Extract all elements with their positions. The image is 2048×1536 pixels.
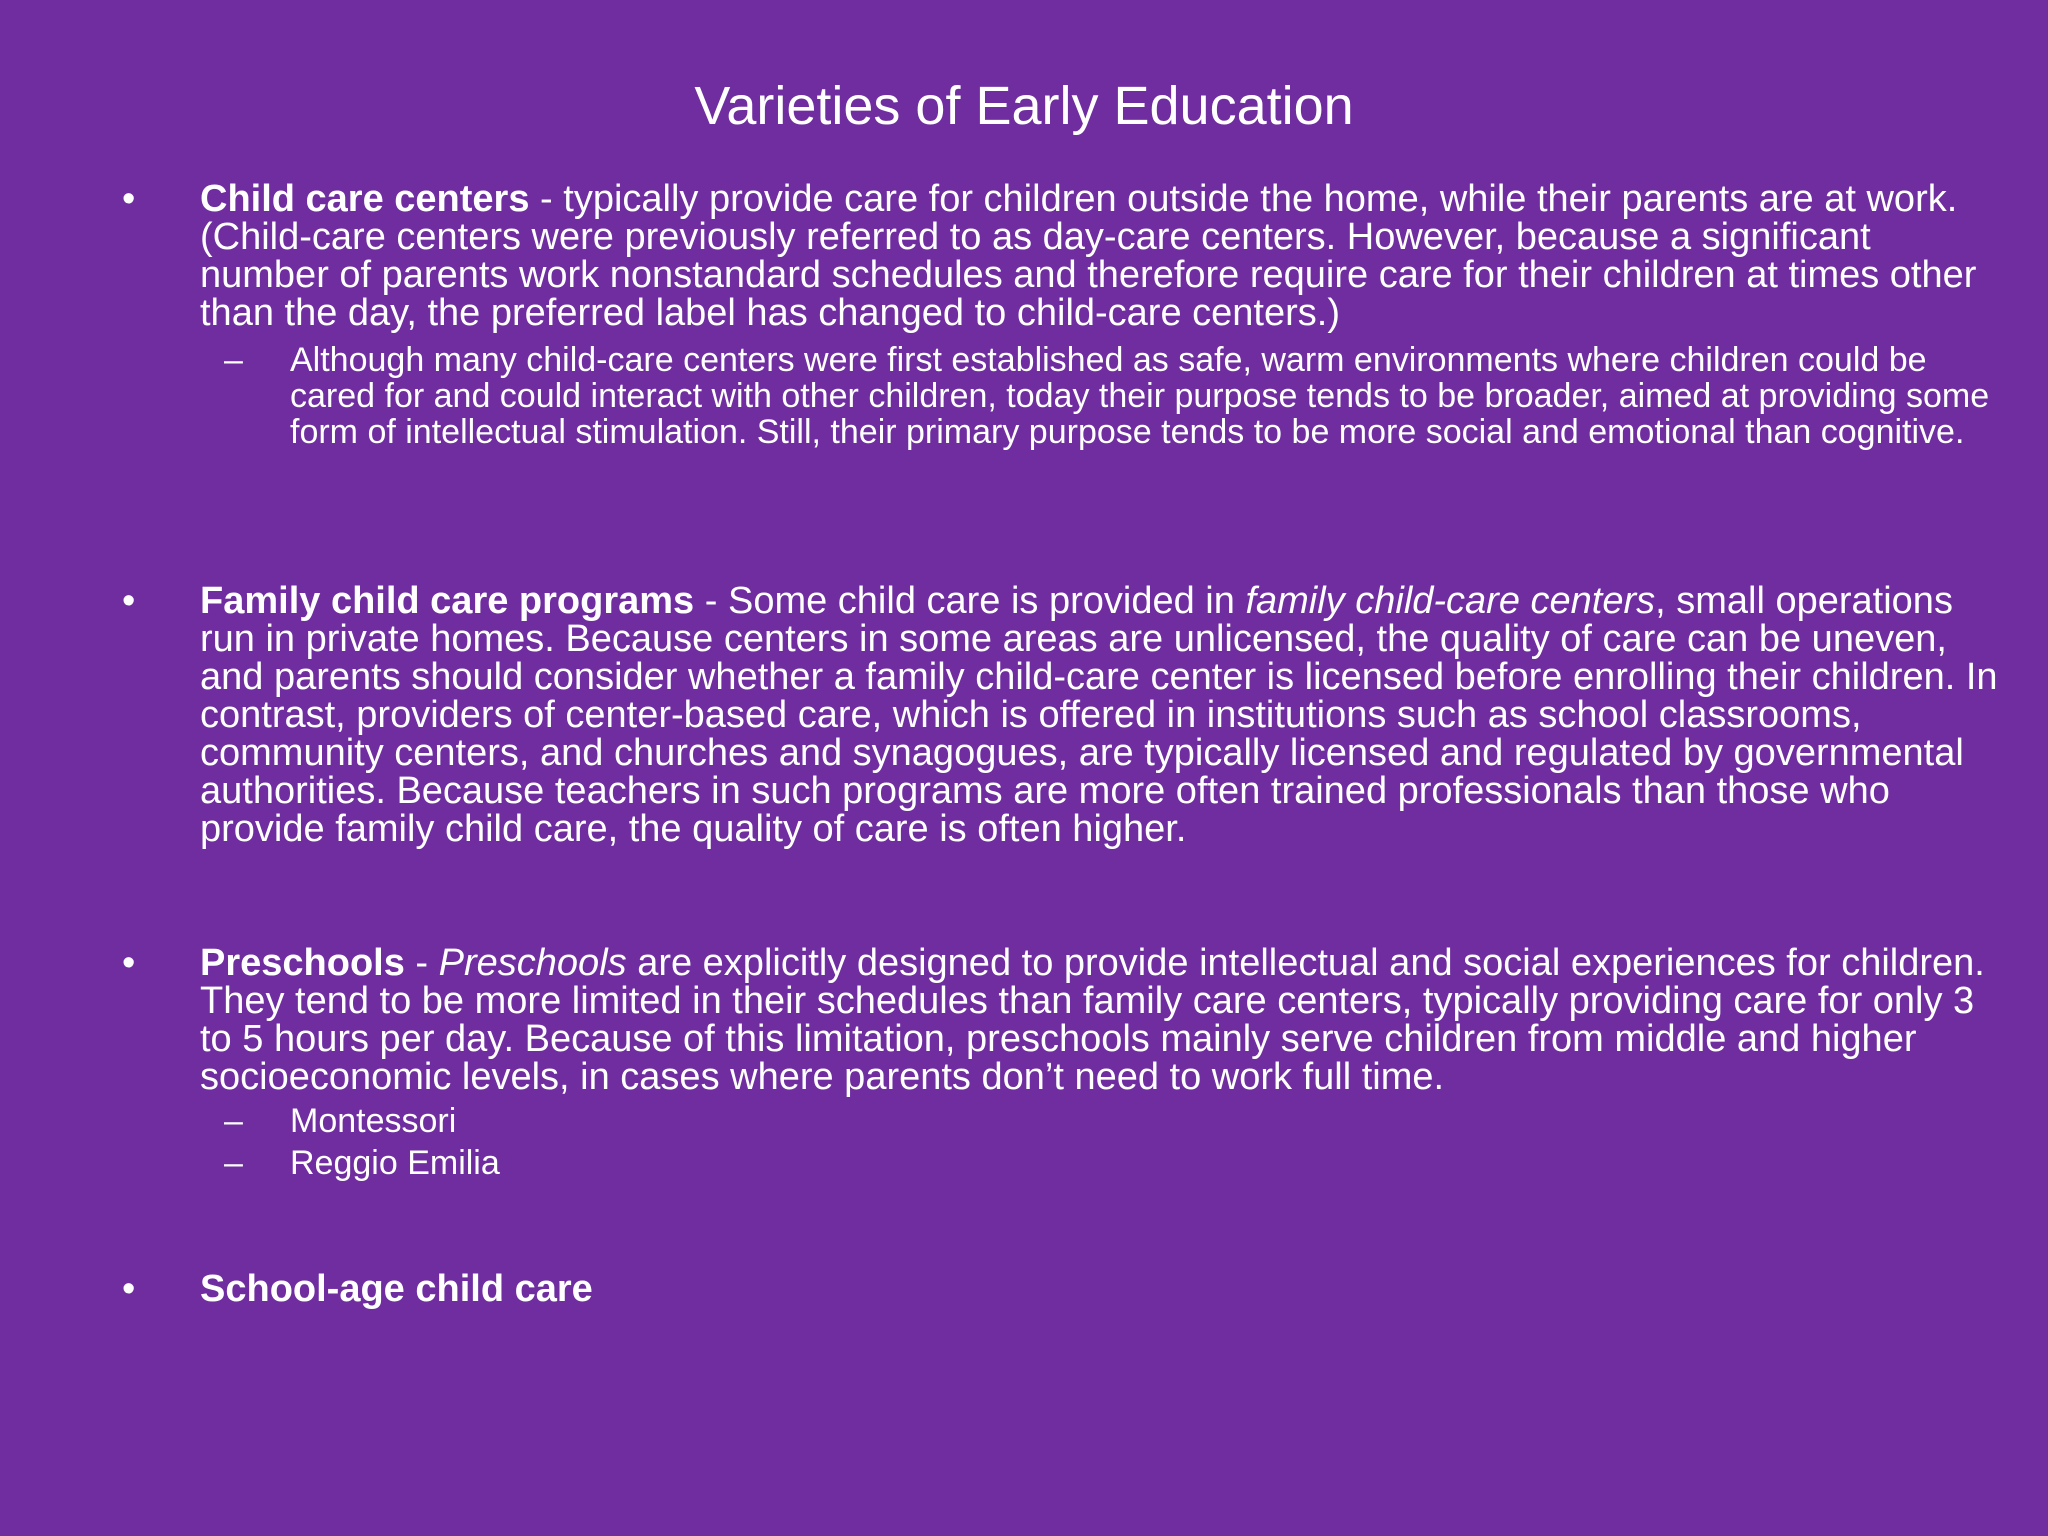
- bullet-preschools: [122, 944, 2000, 1184]
- sub-item-text: Although many child-care centers were first established as safe, warm environments where children could be cared for and could interact with other children, today their purpose tends to be broader, aimed at providing some form of intellectual stimulation. Still, their primary purpose tends to be more social and emotional than cognitive.: [290, 341, 1990, 451]
- bullet-separator: -: [529, 178, 564, 220]
- bullet-separator: -: [694, 580, 728, 622]
- sub-item-text: Reggio Emilia: [290, 1144, 500, 1182]
- bullet-heading: School-age child care: [200, 1268, 593, 1310]
- bullet-text: , small operations run in private homes. Because centers in some areas are unlicensed, the quality of care can be uneven, and parents should consider whether a family child-care center is licensed before enrolling their children. In contrast, providers of center-based care, which is offered in institutions such as school classrooms, community centers, and churches and synagogues, are typically licensed and regulated by governmental authorities. Because teachers in such programs are more often trained professionals than those who provide family child care, the quality of care is often higher.: [200, 580, 1998, 850]
- bullet-school-age-child-care: [122, 1270, 2000, 1308]
- sub-item: [200, 342, 2000, 450]
- bullet-italic-term: family child-care centers: [1245, 580, 1656, 622]
- bullet-heading: Family child care programs: [200, 580, 695, 622]
- bullet-heading: Preschools: [200, 942, 405, 984]
- bullet-text: typically provide care for children outside the home, while their parents are at work. (Child-care centers were previously referred to as day-care centers. However, because a significant number of parents work nonstandard schedules and therefore require care for their children at times other than the day, the preferred label has changed to child-care centers.): [200, 178, 1977, 334]
- bullet-heading: Child care centers: [200, 178, 530, 220]
- sub-item: [200, 1100, 2000, 1142]
- bullet-marker: •: [122, 178, 136, 220]
- bullet-text-before-italic: Some child care is provided in: [727, 580, 1246, 622]
- sub-list: [200, 342, 2000, 450]
- sub-item-text: Montessori: [290, 1102, 457, 1140]
- bullet-child-care-centers: [122, 180, 2000, 450]
- sub-item: [200, 1142, 2000, 1184]
- sub-marker: –: [224, 1102, 243, 1140]
- slide-title: Varieties of Early Education: [694, 76, 1354, 136]
- sub-marker: –: [224, 341, 243, 379]
- bullet-text: are explicitly designed to provide intellectual and social experiences for children. They tend to be more limited in their schedules than family care centers, typically providing care for only 3 to 5 hours per day. Because of this limitation, preschools mainly serve children from middle and higher socioeconomic levels, in cases where parents don’t need to work full time.: [200, 942, 1985, 1098]
- bullet-marker: •: [122, 1268, 136, 1310]
- bullet-marker: •: [122, 580, 136, 622]
- bullet-separator: -: [404, 942, 439, 984]
- bullet-marker: •: [122, 942, 136, 984]
- bullet-italic-term: Preschools: [438, 942, 627, 984]
- sub-list: [200, 1100, 2000, 1184]
- sub-marker: –: [224, 1144, 243, 1182]
- bullet-family-child-care-programs: [122, 582, 2000, 848]
